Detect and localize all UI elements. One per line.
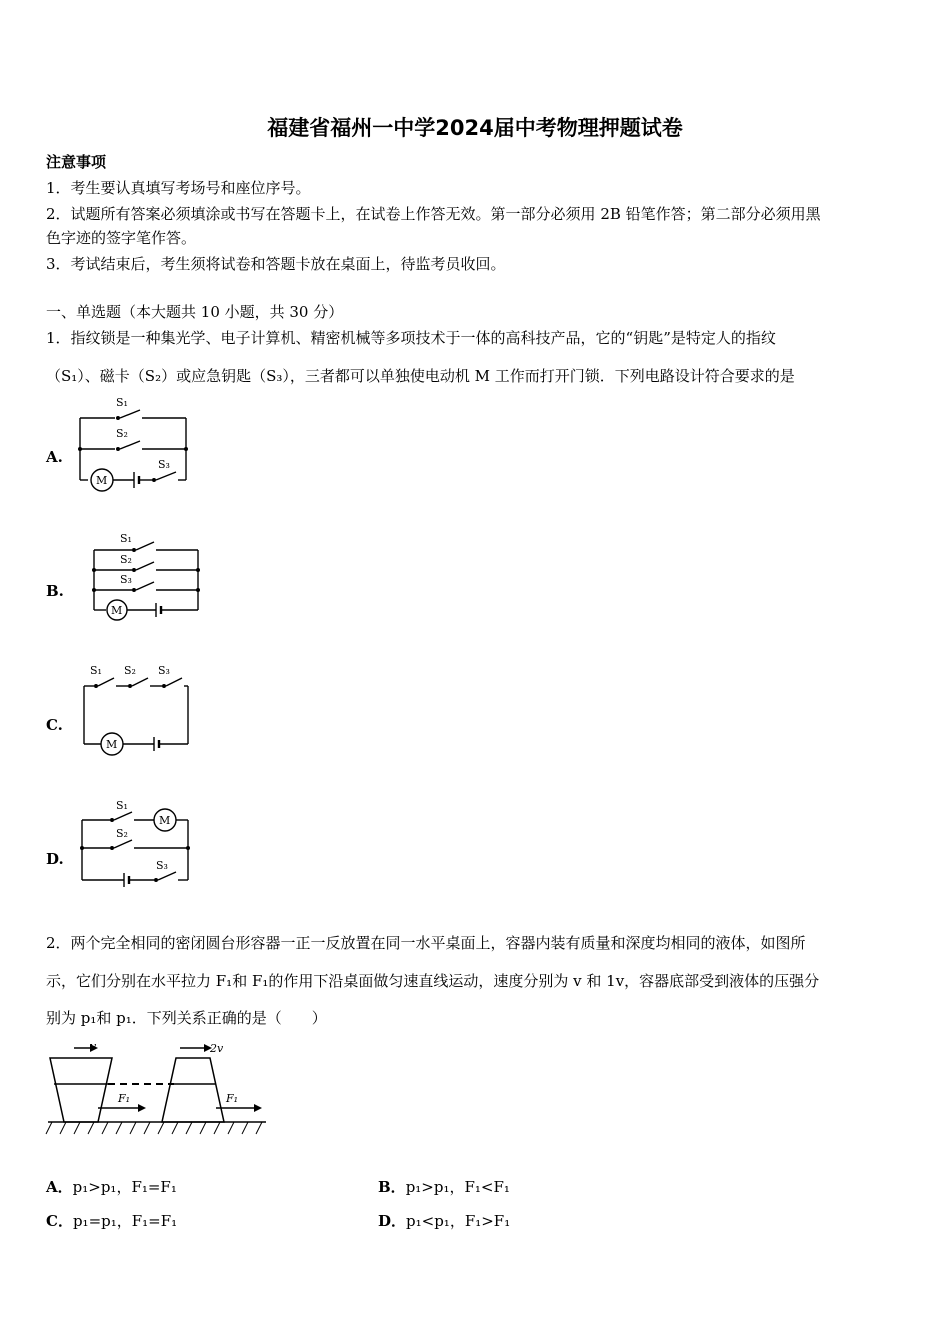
q1-circuit-c [76,660,206,760]
q2-velocity-1-label: v [90,1040,97,1053]
q2-option-c-text: p₁=p₁，F₁=F₁ [72,1212,178,1230]
q1-circuit-b [86,530,216,630]
q1a-motor-label: M [96,474,108,487]
q1b-motor-label: M [111,604,123,617]
q2-stem-line1: 2．两个完全相同的密闭圆台形容器一正一反放置在同一水平桌面上，容器内装有质量和深度均相同的液体，如图所 [46,934,806,952]
q1c-s2-label: S₂ [124,664,136,677]
q2-stem-line3: 别为 p₁和 p₁．下列关系正确的是（ ） [46,1009,327,1027]
q2-option-c-label: C． [46,1212,73,1230]
q2-option-b-text: p₁>p₁，F₁<F₁ [405,1178,510,1196]
q1a-s1-label: S₁ [116,396,128,409]
q1a-s2-label: S₂ [116,427,128,440]
q1-circuit-a [70,392,220,496]
q1a-s3-label: S₃ [158,458,170,471]
q1-option-d-label[interactable]: D. [46,850,64,868]
q1c-motor-label: M [106,738,118,751]
q2-stem-line2: 示，它们分别在水平拉力 F₁和 F₁的作用下沿桌面做匀速直线运动，速度分别为 v 和 1v，容器底部受到液体的压强分 [46,972,820,990]
q1b-s3-label: S₃ [120,573,132,586]
page-title: 福建省福州一中学2024届中考物理押题试卷 [267,116,683,140]
q1-stem-line1: 1．指纹锁是一种集光学、电子计算机、精密机械等多项技术于一体的高科技产品，它的“钥匙”是特定人的指纹 [46,329,776,347]
notice-item-2: 2．试题所有答案必须填涂或书写在答题卡上，在试卷上作答无效。第一部分必须用 2B 铅笔作答；第二部分必须用黑 [46,205,821,223]
q2-figure [44,1038,268,1144]
q2-option-c[interactable] [46,1210,177,1231]
section-heading: 一、单选题（本大题共 10 小题，共 30 分） [46,303,344,321]
q2-option-d[interactable] [378,1210,510,1231]
q2-option-b[interactable] [378,1176,510,1197]
q2-force-2-label: F₁ [226,1092,239,1105]
q2-option-d-label: D． [378,1212,407,1230]
q1d-s2-label: S₂ [116,827,128,840]
q2-velocity-2-label: 2v [210,1042,224,1055]
q2-option-a[interactable] [46,1176,177,1197]
q1b-s1-label: S₁ [120,532,132,545]
q2-force-1-label: F₁ [118,1092,131,1105]
notice-item-1: 1．考生要认真填写考场号和座位序号。 [46,179,311,197]
q1b-s2-label: S₂ [120,553,132,566]
notice-item-3: 3．考试结束后，考生须将试卷和答题卡放在桌面上，待监考员收回。 [46,255,506,273]
notice-item-2-cont: 色字迹的签字笔作答。 [46,229,197,247]
q1-stem-line2: （S₁）、磁卡（S₂）或应急钥匙（S₃），三者都可以单独使电动机 M 工作而打开门锁．下列电路设计符合要求的是 [46,367,795,385]
q1c-s3-label: S₃ [158,664,170,677]
q2-option-a-text: p₁>p₁，F₁=F₁ [72,1178,177,1196]
q1-option-b-label[interactable]: B. [46,582,64,600]
q1d-s3-label: S₃ [156,859,168,872]
q2-option-d-text: p₁<p₁，F₁>F₁ [406,1212,511,1230]
q2-option-a-label: A． [46,1178,73,1196]
q1d-s1-label: S₁ [116,799,128,812]
q1c-s1-label: S₁ [90,664,102,677]
notice-heading: 注意事项 [46,153,107,171]
q2-option-b-label: B． [378,1178,406,1196]
q1-option-a-label[interactable]: A. [46,448,63,466]
q1-circuit-d [74,796,204,896]
q1-option-c-label[interactable]: C. [46,716,63,734]
q1d-motor-label: M [159,814,171,827]
